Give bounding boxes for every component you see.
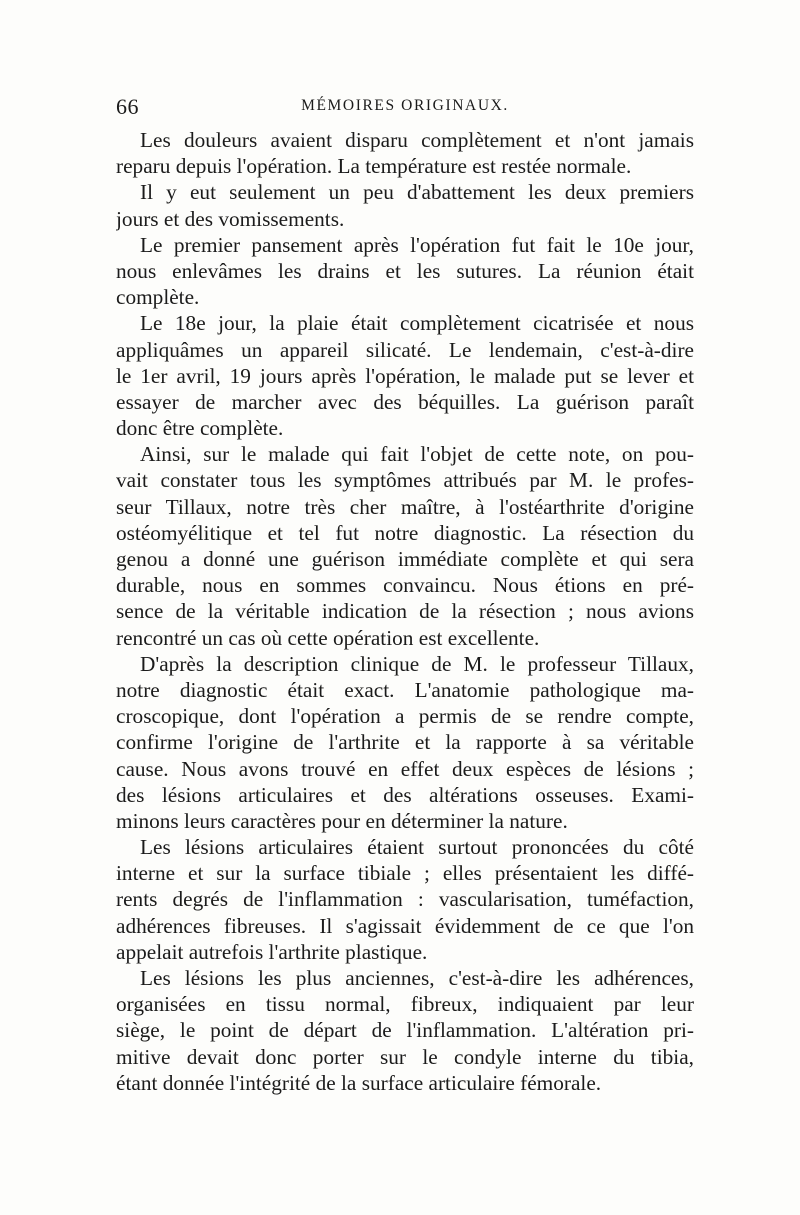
text-line: D'après la description clinique de M. le professeur Tillaux, xyxy=(140,651,694,676)
text-line: Les lésions articulaires étaient surtout prononcées du côté xyxy=(140,835,694,860)
text-line: vait constater tous les symptômes attribués par M. le profes- xyxy=(116,468,694,493)
text-line: siège, le point de départ de l'inflammation. L'altération pri- xyxy=(116,1018,694,1043)
text-line: Ainsi, sur le malade qui fait l'objet de cette note, on pou- xyxy=(140,442,694,467)
text-line: cause. Nous avons trouvé en effet deux espèces de lésions ; xyxy=(116,756,694,781)
text-line: le 1er avril, 19 jours après l'opération, le malade put se lever et xyxy=(116,363,694,388)
text-line: Les lésions les plus anciennes, c'est-à-dire les adhérences, xyxy=(140,966,694,990)
text-line: seur Tillaux, notre très cher maître, à l'ostéarthrite d'origine xyxy=(116,494,694,519)
text-line: jours et des vomissements. xyxy=(116,206,345,231)
text-line: ostéomyélitique et tel fut notre diagnostic. La résection du xyxy=(116,520,694,545)
text-line: appelait autrefois l'arthrite plastique. xyxy=(116,939,428,964)
text-line: confirme l'origine de l'arthrite et la rapporte à sa véritable xyxy=(116,730,694,755)
text-line: donc être complète. xyxy=(116,416,284,441)
text-line: reparu depuis l'opération. La température est restée normale. xyxy=(116,154,632,179)
text-line: interne et sur la surface tibiale ; elles présentaient les diffé- xyxy=(116,861,694,886)
text-line: complète. xyxy=(116,285,200,310)
text-line: rencontré un cas où cette opération est excellente. xyxy=(116,625,540,650)
text-line: appliquâmes un appareil silicaté. Le lendemain, c'est-à-dire xyxy=(116,337,694,362)
text-line: minons leurs caractères pour en déterminer la nature. xyxy=(116,808,568,833)
text-line: sence de la véritable indication de la résection ; nous avions xyxy=(116,599,694,624)
text-line: mitive devait donc porter sur le condyle interne du tibia, xyxy=(116,1044,694,1069)
text-line: Le 18e jour, la plaie était complètement cicatrisée et nous xyxy=(140,311,694,336)
text-line: rents degrés de l'inflammation : vascularisation, tuméfaction, xyxy=(116,887,694,912)
text-line: organisées en tissu normal, fibreux, indiquaient par leur xyxy=(116,992,694,1017)
text-line: croscopique, dont l'opération a permis de se rendre compte, xyxy=(116,704,694,729)
text-line: Le premier pansement après l'opération fut fait le 10e jour, xyxy=(140,232,694,257)
page-header xyxy=(116,94,694,124)
text-line: adhérences fibreuses. Il s'agissait évidemment de ce que l'on xyxy=(116,913,694,938)
text-line: durable, nous en sommes convaincu. Nous étions en pré- xyxy=(116,573,694,598)
text-line: notre diagnostic était exact. L'anatomie pathologique ma- xyxy=(116,677,694,702)
text-line: essayer de marcher avec des béquilles. La guérison paraît xyxy=(116,389,694,414)
text-line: nous enlevâmes les drains et les sutures. La réunion était xyxy=(116,258,694,283)
text-line: des lésions articulaires et des altérations osseuses. Exami- xyxy=(116,782,694,807)
text-line: Les douleurs avaient disparu complètement et n'ont jamais xyxy=(140,128,694,152)
text-line: Il y eut seulement un peu d'abattement les deux premiers xyxy=(140,180,694,205)
running-title: MÉMOIRES ORIGINAUX. xyxy=(301,97,509,114)
text-line: genou a donné une guérison immédiate complète et qui sera xyxy=(116,547,694,571)
body-text xyxy=(116,127,694,1096)
text-line: étant donnée l'intégrité de la surface articulaire fémorale. xyxy=(116,1070,602,1095)
page-number: 66 xyxy=(116,94,139,119)
